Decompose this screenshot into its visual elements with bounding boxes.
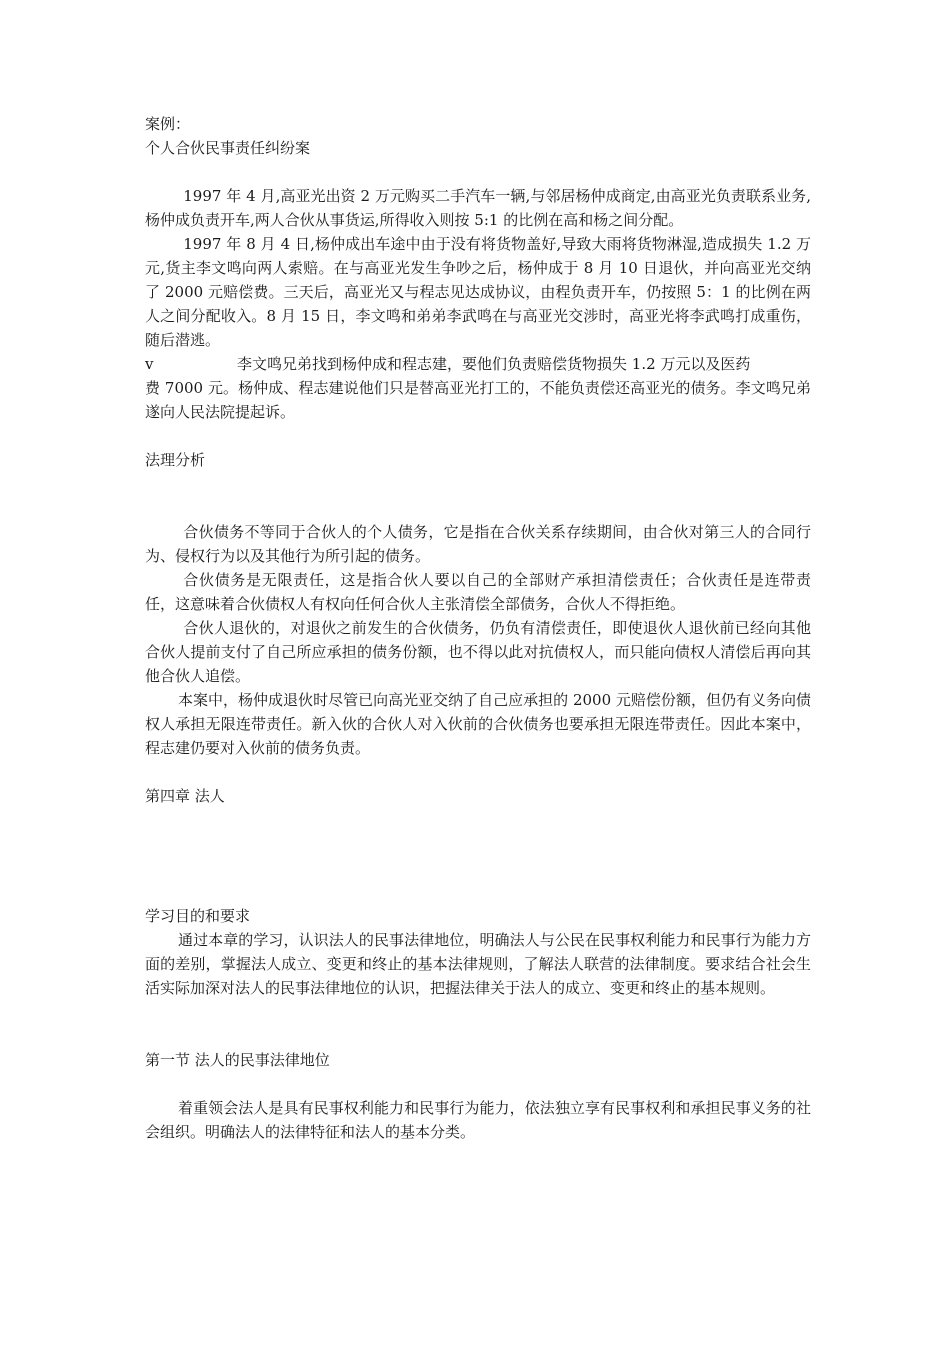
objectives-heading: 学习目的和要求: [145, 907, 251, 925]
v-marker: v: [145, 355, 154, 373]
section-paragraph: 着重领会法人是具有民事权利能力和民事行为能力，依法独立享有民事权利和承担民事义务的社会组织。明确法人的法律特征和法人的基本分类。: [145, 1099, 811, 1141]
analysis-paragraph: 合伙债务不等同于合伙人的个人债务，它是指在合伙关系存续期间，由合伙对第三人的合同行为、侵权行为以及其他行为所引起的债务。: [145, 523, 811, 565]
analysis-paragraph: 本案中，杨仲成退伙时尽管已向高光亚交纳了自己应承担的 2000 元赔偿份额，但仍有义务向债权人承担无限连带责任。新入伙的合伙人对入伙前的合伙债务也要承担无限连带责任。因此本案中，程志建仍要对入伙前的债务负责。: [145, 691, 811, 757]
chapter-heading: 第四章 法人: [145, 787, 225, 805]
analysis-paragraph: 合伙人退伙的，对退伙之前发生的合伙债务，仍负有清偿责任，即使退伙人退伙前已经向其他合伙人提前支付了自己所应承担的债务份额，也不得以此对抗债权人，而只能向债权人清偿后再向其他合伙人追偿。: [145, 619, 811, 685]
analysis-heading: 法理分析: [145, 451, 206, 469]
v-paragraph-first-text: 李文鸣兄弟找到杨仲成和程志建，要他们负责赔偿货物损失 1.2 万元以及医药: [237, 355, 751, 373]
case-title: 个人合伙民事责任纠纷案: [145, 139, 311, 157]
analysis-paragraph: 合伙债务是无限责任，这是指合伙人要以自己的全部财产承担清偿责任；合伙责任是连带责任，这意味着合伙债权人有权向任何合伙人主张清偿全部债务，合伙人不得拒绝。: [145, 571, 811, 613]
section-heading: 第一节 法人的民事法律地位: [145, 1051, 330, 1069]
case-label: 案例：: [145, 115, 191, 133]
document-page: [145, 112, 811, 1144]
case-paragraph: 1997 年 4 月,高亚光出资 2 万元购买二手汽车一辆,与邻居杨仲成商定,由高亚光负责联系业务,杨仲成负责开车,两人合伙从事货运,所得收入则按 5:1 的比例在高和杨之间分配。: [145, 187, 811, 229]
v-paragraph-rest: 费 7000 元。杨仲成、程志建说他们只是替高亚光打工的，不能负责偿还高亚光的债务。李文鸣兄弟遂向人民法院提起诉。: [145, 379, 811, 421]
v-paragraph-first-line: [145, 352, 811, 376]
case-paragraph: 1997 年 8 月 4 日,杨仲成出车途中由于没有将货物盖好,导致大雨将货物淋湿,造成损失 1.2 万元,货主李文鸣向两人索赔。在与高亚光发生争吵之后，杨仲成于 8 月 10 日退伙，并向高亚光交纳了 2000 元赔偿费。三天后，高亚光又与程志见达成协议，由程负责开车，仍按照 5：1 的比例在两人之间分配收入。8 月 15 日，李文鸣和弟弟李武鸣在与高亚光交涉时，高亚光将李武鸣打成重伤，随后潜逃。: [145, 235, 811, 349]
objectives-paragraph: 通过本章的学习，认识法人的民事法律地位，明确法人与公民在民事权利能力和民事行为能力方面的差别，掌握法人成立、变更和终止的基本法律规则，了解法人联营的法律制度。要求结合社会生活实际加深对法人的民事法律地位的认识，把握法律关于法人的成立、变更和终止的基本规则。: [145, 931, 811, 997]
